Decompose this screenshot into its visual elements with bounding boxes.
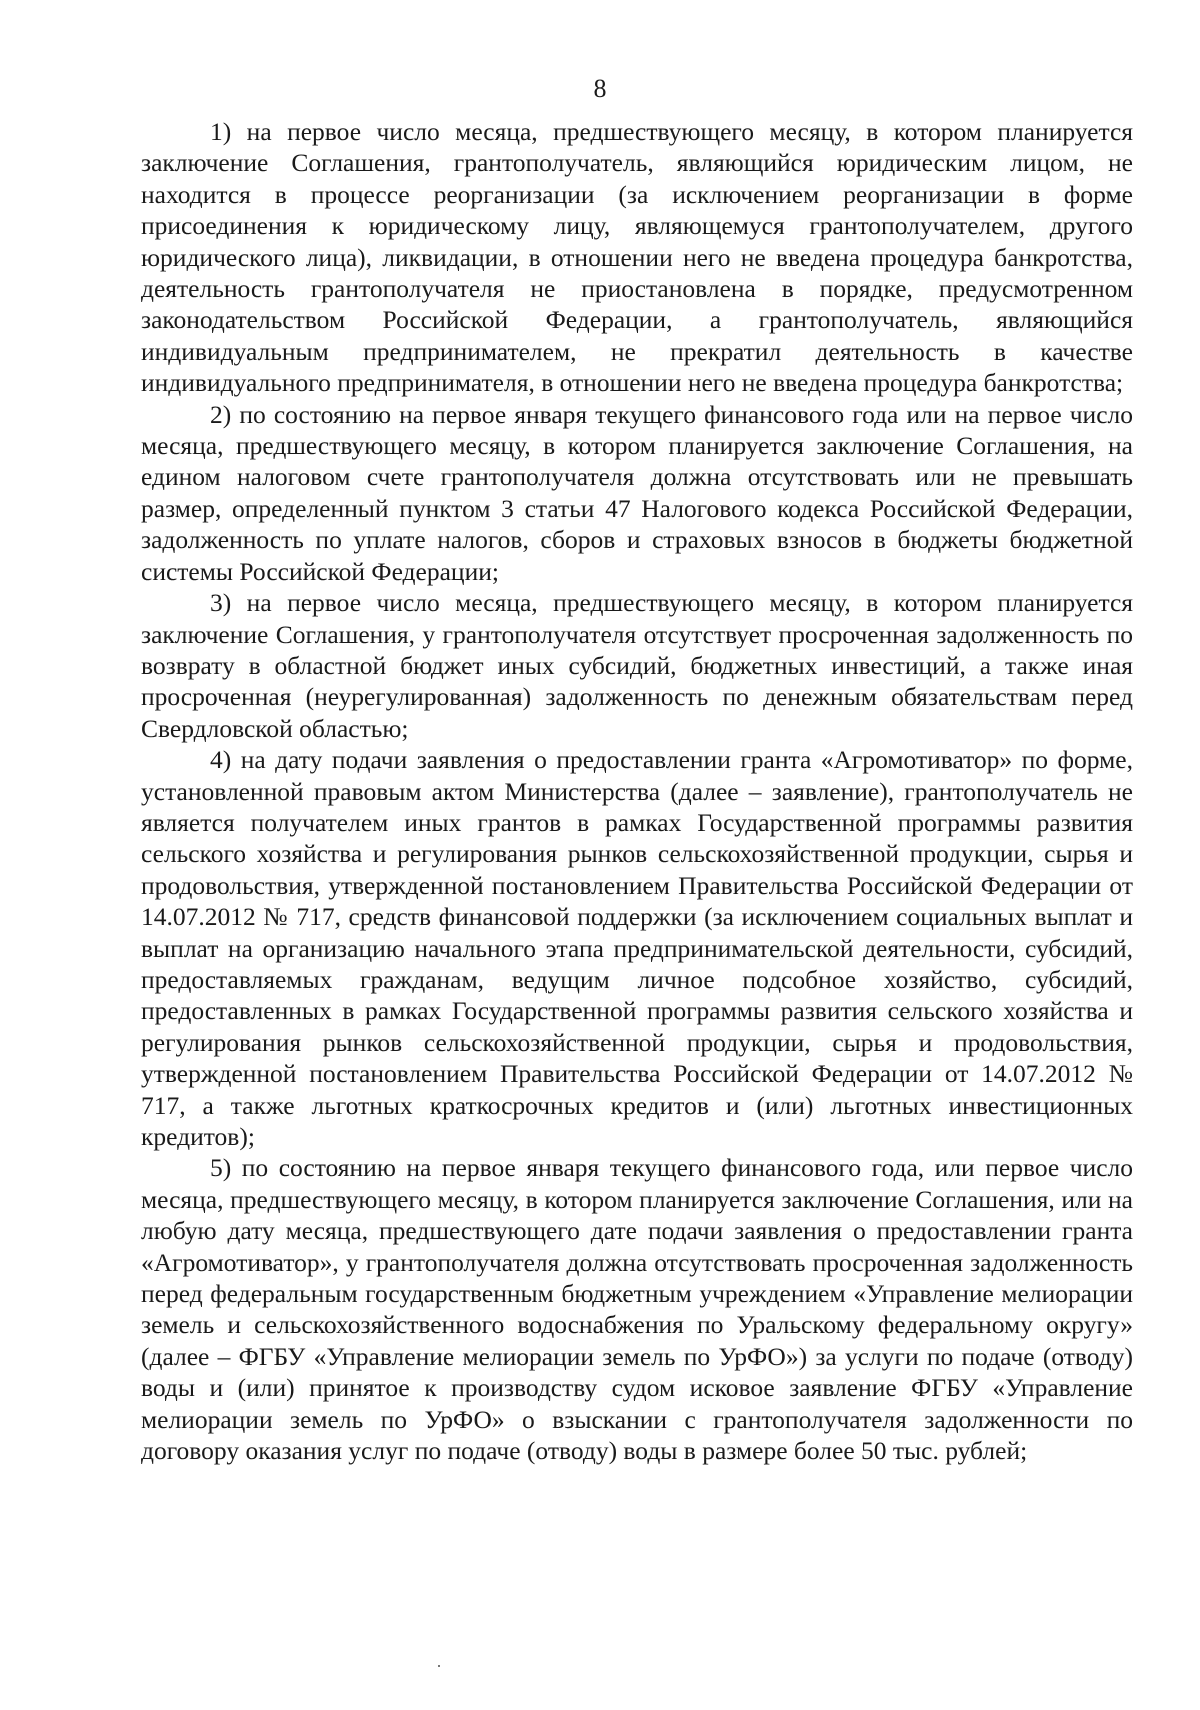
paragraph-item-4: 4) на дату подачи заявления о предоставлении гранта «Агромотиватор» по форме, установленной правовым актом Министерства (далее – заявление), грантополучатель не является получателем иных грантов в рамках Государственной программы развития сельского хозяйства и регулирования рынков сельскохозяйственной продукции, сырья и продовольствия, утвержденной постановлением Правительства Российской Федерации от 14.07.2012 № 717, средств финансовой поддержки (за исключением социальных выплат и выплат на организацию начального этапа предпринимательской деятельности, субсидий, предоставляемых гражданам, ведущим личное подсобное хозяйство, субсидий, предоставленных в рамках Государственной программы развития сельского хозяйства и регулирования рынков сельскохозяйственной продукции, сырья и продовольствия, утвержденной постановлением Правительства Российской Федерации от 14.07.2012 № 717, а также льготных краткосрочных кредитов и (или) льготных инвестиционных кредитов); [141, 745, 1133, 1151]
document-body [141, 116, 1133, 1466]
scan-speck [438, 1665, 440, 1667]
page-number: 8 [593, 74, 607, 103]
paragraph-item-1: 1) на первое число месяца, предшествующего месяцу, в котором планируется заключение Соглашения, грантополучатель, являющийся юридическим лицом, не находится в процессе реорганизации (за исключением реорганизации в форме присоединения к юридическому лицу, являющемуся грантополучателем, другого юридического лица), ликвидации, в отношении него не введена процедура банкротства, деятельность грантополучателя не приостановлена в порядке, предусмотренном законодательством Российской Федерации, а грантополучатель, являющийся индивидуальным предпринимателем, не прекратил деятельность в качестве индивидуального предпринимателя, в отношении него не введена процедура банкротства; [141, 117, 1133, 398]
paragraph-item-3: 3) на первое число месяца, предшествующего месяцу, в котором планируется заключение Соглашения, у грантополучателя отсутствует просроченная задолженность по возврату в областной бюджет иных субсидий, бюджетных инвестиций, а также иная просроченная (неурегулированная) задолженность по денежным обязательствам перед Свердловской областью; [141, 588, 1133, 743]
paragraph-item-5: 5) по состоянию на первое января текущего финансового года, или первое число месяца, предшествующего месяцу, в котором планируется заключение Соглашения, или на любую дату месяца, предшествующего дате подачи заявления о предоставлении гранта «Агромотиватор», у грантополучателя должна отсутствовать просроченная задолженность перед федеральным государственным бюджетным учреждением «Управление мелиорации земель и сельскохозяйственного водоснабжения по Уральскому федеральному округу» (далее – ФГБУ «Управление мелиорации земель по УрФО») за услуги по подаче (отводу) воды и (или) принятое к производству судом исковое заявление ФГБУ «Управление мелиорации земель по УрФО» о взыскании с грантополучателя задолженности по договору оказания услуг по подаче (отводу) воды в размере более 50 тыс. рублей; [141, 1153, 1133, 1466]
paragraph-item-2: 2) по состоянию на первое января текущего финансового года или на первое число месяца, предшествующего месяцу, в котором планируется заключение Соглашения, на едином налоговом счете грантополучателя должна отсутствовать или не превышать размер, определенный пунктом 3 статьи 47 Налогового кодекса Российской Федерации, задолженность по уплате налогов, сборов и страховых взносов в бюджеты бюджетной системы Российской Федерации; [141, 399, 1133, 586]
